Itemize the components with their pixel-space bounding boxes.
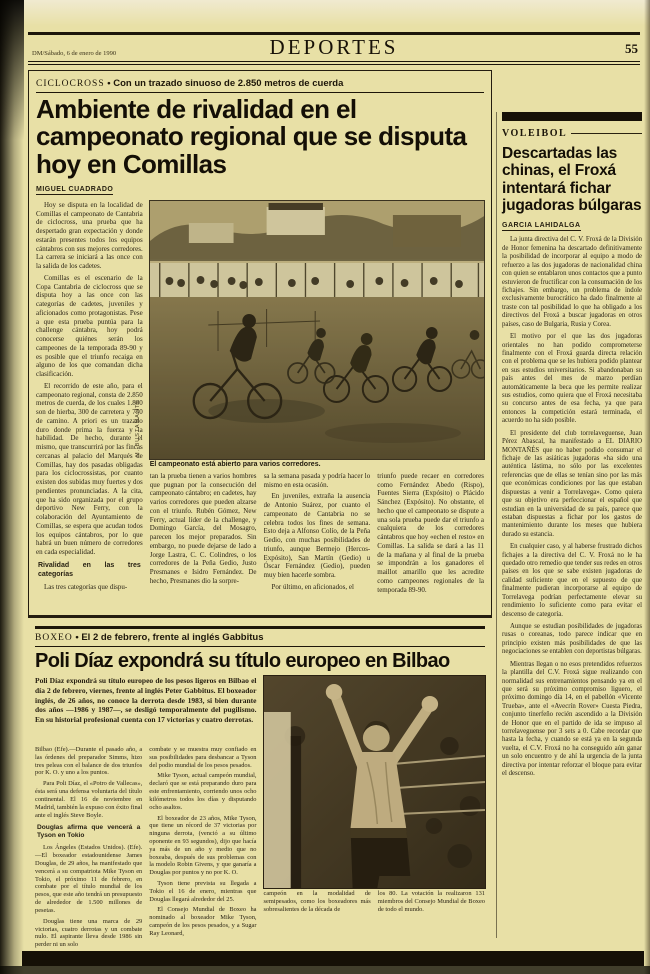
voleibol-panel bbox=[502, 112, 642, 783]
paragraph: Mientras llegan o no esos pretendidos refuerzos la plantilla del C.V. Froxá sigue realizando con normalidad sus entrenamientos pensando ya en el que será su próximo compromiso liguero, el próximo domingo día 14, en el pabellón «Vicente Trueba», ante el «Avecrín Rover» Cuesta Piedra, conjunto tinerfeño recién ascendido a la División de Honor que en el partido de ida se impuso al torrelaveguense por 3 sets a 0. Cabe recordar que hasta la fecha, y cuando se está ya en la segunda vuelta, el C.V. Froxá no ha conseguido aún ganar un solo encuentro y de ahí la urgencia de la junta directiva por intentar reforzar el bloque para evitar el descenso. bbox=[502, 660, 642, 778]
scan-left-edge bbox=[0, 0, 24, 974]
boxer-photo-art bbox=[264, 676, 486, 888]
bottom-black-bar bbox=[22, 951, 644, 966]
boxeo-column-3 bbox=[264, 888, 371, 951]
paragraph: Douglas tiene una marca de 29 victorias, cuatro derrotas y un combate nulo. El aspirante lleva desde 1986 sin perder ni un solo bbox=[35, 917, 143, 949]
paragraph: Mike Tyson, actual campeón mundial, declaró que se está preparando duro para este enfrentamiento, corriendo unos ocho kilómetros todos los días y disputando ocho asaltos. bbox=[149, 772, 257, 811]
boxeo-headline: Poli Díaz expondrá su título europeo en Bilbao bbox=[35, 650, 450, 672]
paragraph: sa la semana pasada y podría hacer lo mismo en esta ocasión. bbox=[263, 471, 371, 489]
article-column-1 bbox=[36, 201, 143, 640]
paragraph: El boxeador de 23 años, Mike Tyson, que tiene un récord de 37 victorias por ninguna derrota, (venció a su último oponente en 93 segundos), dijo que hacía ya más de un año y medio que no boxeaba, después de sus problemas con la modelo Robin Givens, y que ganaría a Douglas por puntos y no por K. O. bbox=[149, 814, 257, 877]
paragraph: Tyson tiene prevista su llegada a Tokio el 16 de enero, mientras que Douglas llegará alrededor del 25. bbox=[149, 880, 257, 903]
scan-bottom-edge bbox=[0, 966, 650, 974]
boxeo-kicker bbox=[35, 626, 485, 647]
photo-caption: El campeonato está abierto para varios corredores. bbox=[149, 460, 321, 468]
boxer-photo bbox=[264, 676, 486, 888]
boxeo-subhead: Douglas afirma que vencerá a Tyson en Tokio bbox=[37, 824, 141, 840]
ciclocross-kicker-text: Con un trazado sinuoso de 2.850 metros de cuerda bbox=[113, 78, 344, 89]
boxeo-section-label: BOXEO bbox=[35, 633, 73, 643]
paragraph: los 80. La votación la realizaron 131 miembros del Consejo Mundial de Boxeo de todo el mundo. bbox=[377, 890, 485, 913]
paragraph: Para Poli Díaz, el «Potro de Vallecas», ésta será una defensa voluntaria del título continental. El 16 de noviembre en Madrid, también la expuso con éxito final ante el inglés Steve Boyle. bbox=[35, 780, 143, 819]
paragraph: tan la prueba tienen a varios hombres que pugnan por la consecución del campeonato cántabro; en cadetes, hay varios corredores que pueden alzarse con el triunfo. Rubén Gómez, New Ferry, actual líder de la challenge, y Domingo García, del Mosagro, parecen los mejor preparados. Sin embargo, no puede dejarse de lado a Jorge Lastra, C. C. Colindres, o los corredores de la Peña Gedio, Justo Presmanes e Isidro Fernández. De hecho, Presmanes dio la sorpre- bbox=[149, 471, 257, 585]
ciclocross-headline: Ambiente de rivalidad en el campeonato regional que se disputa hoy en Comillas bbox=[36, 94, 467, 179]
paragraph: Comillas es el escenario de la Copa Cantabria de ciclocross que se disputa hoy a las once con las categorías de cadetes, juveniles y aficionados como protagonistas. Pese a que esta prueba puntúa para la challenge cántabra, hoy podrá conocerse quiénes serán los campeones de la temporada 89-90 y es posible que el triunfo recaiga en alguno de los que comandan dicha clasificación. bbox=[36, 273, 143, 379]
top-black-bar bbox=[502, 112, 642, 121]
article-column-3 bbox=[264, 472, 371, 640]
boxeo-lead: Poli Díaz expondrá su título europeo de los pesos ligeros en Bilbao el día 2 de febrero, viernes, frente al inglés Peter Gabbitus. El boxeador inglés, de 26 años, no conoce la derrota desde 1983, si bien durante dos años —1986 y 1987—, se desligó temporalmente del pugilismo. En su historial profesional cuenta con 17 victorias y cuatro derrotas. bbox=[35, 676, 257, 724]
paragraph: En juveniles, extraña la ausencia de Antonio Suárez, por cuanto el campeonato de Cantabria no se celebra todos los fines de semana. Esto deja a Alfonso Colío, de la Peña Gedio, con muchas posibilidades de triunfo, aunque Bermejo (Hercos-Expósito), San Martín (Gedio) u Óscar Fernández (Gedio), pueden muy bien hacerle sombra. bbox=[263, 492, 371, 580]
paragraph: triunfo puede recaer en corredores como Fernández Abedo (Rispo), Fuentes Sierra (Expósito) o Plácido Sánchez (Expósito). No obstante, el hecho que el campeonato se dispute a una sola prueba puede dar el triunfo a cualquiera de los corredores cántabros que hoy «echen el resto» en Comillas. La salida se dará a las 11 de la mañana y al final de la prueba se impondrán a los ganadores el maillot amarillo que les acredite como campeones regionales de la temporada 89-90. bbox=[377, 471, 484, 594]
boxeo-column-4 bbox=[378, 888, 485, 951]
paragraph: Los Ángeles (Estados Unidos). (Efe).—El boxeador estadounidense James Douglas, de 29 años, ha manifestado que vencerá a su compatriota Mike Tyson en Tokio, el próximo 11 de febrero, en combate por el título mundial de los pesos, que este año tendrá un presupuesto de alrededor de 1.500 millones de pesetas. bbox=[35, 844, 143, 914]
article-column-2 bbox=[150, 472, 257, 640]
paragraph: Por último, en aficionados, el bbox=[271, 582, 354, 591]
boxeo-article bbox=[28, 624, 492, 951]
ciclocross-byline: MIGUEL CUADRADO bbox=[36, 185, 114, 193]
boxeo-body bbox=[35, 676, 485, 951]
article-column-4 bbox=[377, 472, 484, 640]
column-divider bbox=[496, 112, 497, 938]
kicker-bullet: • bbox=[75, 632, 79, 643]
ciclocross-article bbox=[28, 70, 492, 618]
paragraph: Las tres categorías que dispu- bbox=[44, 583, 128, 592]
paragraph: La junta directiva del C. V. Froxá de la División de Honor femenina ha descartado definitivamente la posibilidad de incorporar al equipo a modo de refuerzo a las dos jugadoras de nacionalidad china con quien se entablaron unos contactos que a punto estuvieron de fructificar con la consumación de los fichajes. Sin embargo, un problema de índole exclusivamente burocrático ha dado finalmente al traste con tal posibilidad lo que ha obligado a los directivos del Froxá a buscar jugadoras en otros países, caso de Bulgaria, Rusia y Corea. bbox=[502, 236, 642, 328]
section-title: DEPORTES bbox=[269, 35, 399, 59]
ciclocross-section-label: CICLOCROSS bbox=[36, 79, 105, 89]
boxeo-column-1 bbox=[35, 746, 142, 951]
date-label: DM/Sábado, 6 de enero de 1990 bbox=[32, 50, 117, 57]
voleibol-headline: Descartadas las chinas, el Froxá intentará fichar jugadoras búlgaras bbox=[502, 145, 642, 215]
scan-top-margin bbox=[0, 0, 650, 26]
voleibol-body bbox=[502, 236, 642, 782]
paragraph: El presidente del club torrelaveguense, Juan Pérez Abascal, ha manifestado a EL DIARIO MONTAÑÉS que no haber podido consumar el fichaje de las asiáticas jugadoras «ha sido una auténtica lástima, no sólo por las excelentes referencias que de ellas se tenían sino por las más que económicas condiciones por las que estaban dispuestas a venir a Torrelavega». Como quiera que su objetivo era perfeccionar el español que estudian en la universidad de su país, parece que estaban dispuestas a fichar por los gastos de mantenimiento durante los meses que hubiera durado su estancia. bbox=[502, 429, 642, 538]
paragraph: campeón en la modalidad de semipesados, como los boxeadores más sobresalientes de la década de bbox=[263, 890, 371, 913]
paragraph: El motivo por el que las dos jugadoras orientales no han podido comprometerse finalmente con el Froxá guarda directa relación con el problema que se les hubiera podido plantear en sus estudios universitarios. Si abandonaban su país antes del mes de marzo perdían automáticamente la beca que les permite realizar sus estudios, como quiera que el Froxá necesitaba su concurso antes de esa fecha, ya que para entonces la competición estará terminada, el acuerdo no ha sido posible. bbox=[502, 333, 642, 425]
ciclocross-body bbox=[36, 201, 484, 640]
paragraph: El recorrido de este año, para el campeonato regional, consta de 2.850 metros de cuerda, de los cuales 1.800 son de hierba, 300 de carretera y 750 de camino. A priori es un trazado duro donde prima la fuerza y la habilidad. De hecho, durante el mismo, que transcurrirá por las fincas cercanas al palacio del Marqués de Comillas, hay dos pasadas obligadas para los ciclocrossistas, por cuanto existen dos subidas muy fuertes y dos pendientes pronunciadas. A la cita, que ha sido organizada por el grupo deportivo New Ferry, con la colaboración del Ayuntamiento de Comillas, se espera que acudan todos los equipos cántabros, por lo que habrá un buen número de corredores en cada especialidad. bbox=[36, 381, 143, 557]
photo-credit: M. BUSTAMANTE bbox=[134, 399, 141, 457]
boxeo-column-2 bbox=[149, 746, 256, 951]
ciclocross-subhead: Rivalidad en las tres categorías bbox=[38, 561, 141, 578]
ciclocross-kicker bbox=[36, 76, 484, 93]
boxeo-kicker-text: El 2 de febrero, frente al inglés Gabbitus bbox=[81, 632, 264, 643]
header-rule bbox=[571, 133, 642, 134]
cyclocross-photo bbox=[134, 201, 484, 459]
page-number: 55 bbox=[625, 41, 638, 56]
kicker-bullet: • bbox=[107, 78, 111, 89]
voleibol-header bbox=[502, 128, 642, 139]
paragraph: El Consejo Mundial de Boxeo ha nominado al boxeador Mike Tyson, campeón de los pesos pesados, y a Sugar Ray Leonard, bbox=[149, 906, 257, 937]
paragraph: Hoy se disputa en la localidad de Comillas el campeonato de Cantabria de ciclocross, una prueba que ha despertado gran expectación y donde estarán presentes todos los equipos cántabros con sus mejores corredores. La carrera se iniciará a las once con la salida de los cadetes. bbox=[36, 200, 143, 271]
paragraph: Bilbao (Efe).—Durante el pasado año, a las órdenes del preparador Simms, hizo tres peleas con el balance de dos triunfos por K. O. y uno a los puntos. bbox=[35, 746, 143, 777]
voleibol-byline: GARCIA LAHIDALGA bbox=[502, 222, 581, 230]
paragraph: Aunque se estudian posibilidades de jugadoras rusas o coreanas, todo parece indicar que en principio existen más posibilidades de que las negociaciones se entablen con deportistas búlgaras. bbox=[502, 623, 642, 656]
paragraph: En cualquier caso, y al haberse frustrado dichos fichajes a la directiva del C. V. Froxá no le ha quedado otro remedio que tender sus redes en otros países en los que se sabe existen jugadoras de calidad suficiente que en el supuesto de que finalmente pudieran incorporarse al equipo de Torrelavega podrían perfectamente elevar su rendimiento lo suficiente como para evitar el descenso de categoría. bbox=[502, 543, 642, 618]
masthead bbox=[28, 32, 640, 65]
scan-right-edge bbox=[644, 0, 650, 974]
voleibol-section-label: VOLEIBOL bbox=[502, 128, 568, 139]
paragraph: combate y se muestra muy confiado en sus posibilidades para desbancar a Tyson del podio mundial de los pesos pesados. bbox=[149, 746, 257, 769]
cyclocross-photo-art bbox=[150, 201, 484, 459]
